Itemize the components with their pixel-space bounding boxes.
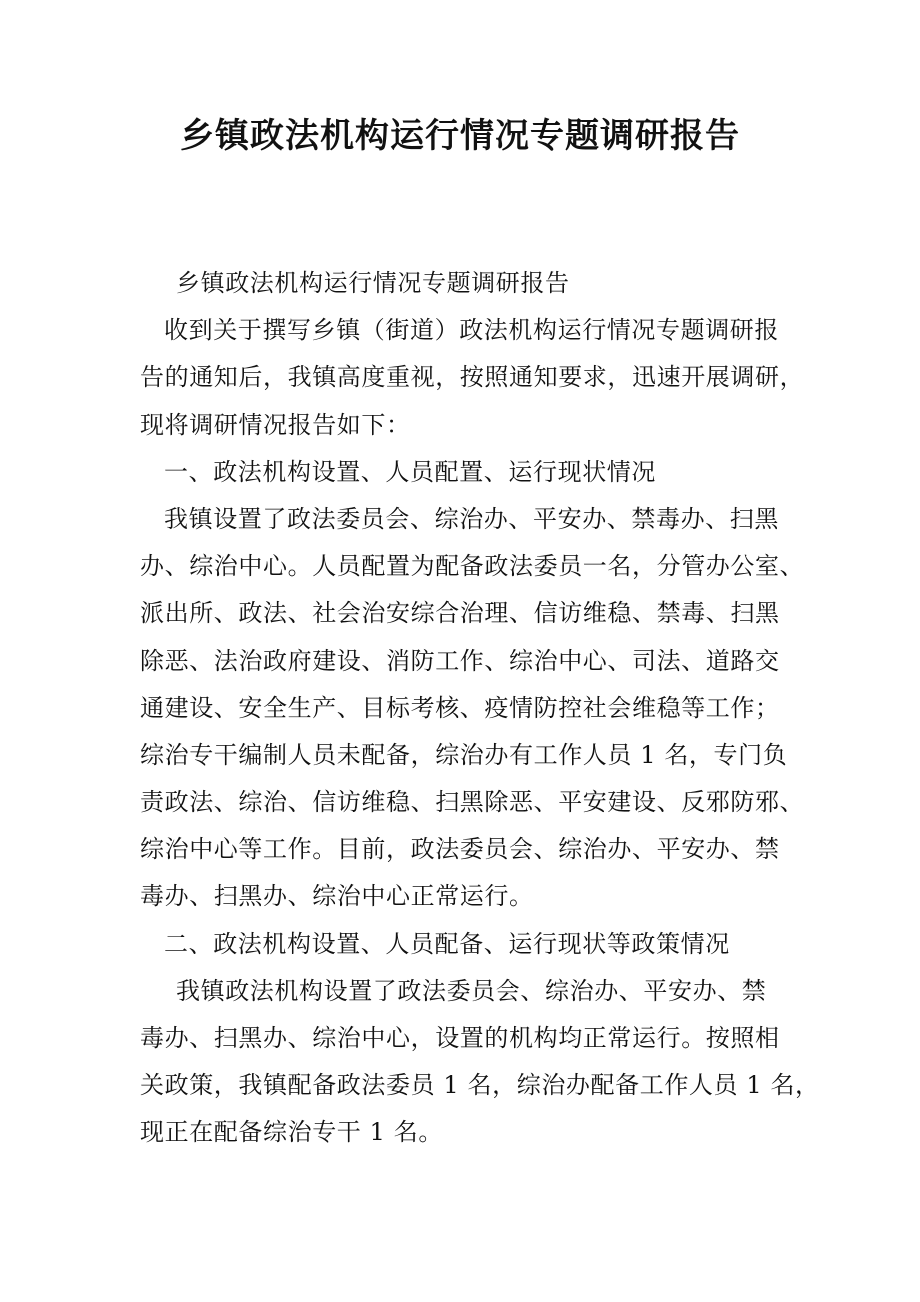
paragraph-line: 我镇政法机构设置了政法委员会、综治办、平安办、禁: [176, 976, 767, 1005]
document-title: 乡镇政法机构运行情况专题调研报告: [180, 116, 740, 156]
paragraph-line: 收到关于撰写乡镇（街道）政法机构运行情况专题调研报: [164, 316, 779, 345]
paragraph-line: 责政法、综治、信访维稳、扫黑除恶、平安建设、反邪防邪、: [140, 788, 805, 817]
paragraph-line: 通建设、安全生产、目标考核、疫情防控社会维稳等工作；: [140, 693, 780, 722]
section-heading-1: 一、政法机构设置、人员配置、运行现状情况: [164, 457, 656, 486]
paragraph-line: 告的通知后，我镇高度重视，按照通知要求，迅速开展调研，: [140, 363, 805, 392]
paragraph-line: 毒办、扫黑办、综治中心正常运行。: [140, 882, 534, 911]
paragraph-line: 除恶、法治政府建设、消防工作、综治中心、司法、道路交: [140, 646, 780, 675]
paragraph-line: 综治中心等工作。目前，政法委员会、综治办、平安办、禁: [140, 835, 780, 864]
subtitle-line: 乡镇政法机构运行情况专题调研报告: [176, 269, 570, 297]
paragraph-line: 毒办、扫黑办、综治中心，设置的机构均正常运行。按照相: [140, 1024, 780, 1052]
paragraph-line: 现将调研情况报告如下：: [140, 410, 411, 439]
section-heading-2: 二、政法机构设置、人员配备、运行现状等政策情况: [164, 929, 730, 958]
paragraph-line: 关政策，我镇配备政法委员 1 名，综治办配备工作人员 1 名，: [140, 1071, 820, 1100]
paragraph-line: 派出所、政法、社会治安综合治理、信访维稳、禁毒、扫黑: [140, 599, 780, 628]
paragraph-line: 现正在配备综治专干 1 名。: [140, 1118, 443, 1147]
paragraph-line: 综治专干编制人员未配备，综治办有工作人员 1 名，专门负: [140, 740, 788, 769]
document-body: [140, 260, 820, 1157]
paragraph-line: 我镇设置了政法委员会、综治办、平安办、禁毒办、扫黑: [164, 504, 779, 533]
paragraph-line: 办、综治中心。人员配置为配备政法委员一名，分管办公室、: [140, 552, 805, 581]
